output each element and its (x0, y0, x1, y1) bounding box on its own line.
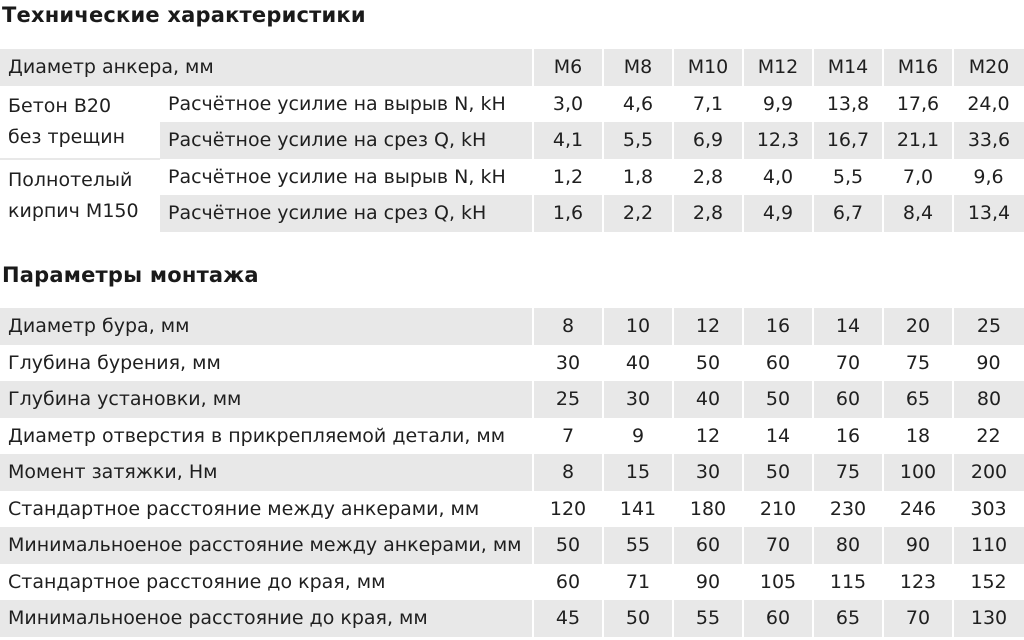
table-row (0, 454, 1024, 491)
table-row (0, 527, 1024, 564)
table-cell: 210 (759, 497, 797, 520)
table-cell: 5,5 (603, 122, 673, 159)
table-cell: 100 (883, 454, 953, 491)
table-cell: 2,8 (673, 195, 743, 232)
table-cell: 33,6 (953, 122, 1024, 159)
table-cell: 70 (835, 351, 861, 374)
row-label: Диаметр бура, мм (0, 308, 533, 345)
table-cell: 4,0 (762, 165, 794, 188)
table-cell: 75 (905, 351, 931, 374)
table-cell: 6,9 (673, 122, 743, 159)
table-cell: 200 (953, 454, 1024, 491)
row-label: Расчётное усилие на срез Q, kH (160, 122, 533, 159)
table-cell: 180 (689, 497, 727, 520)
table-cell: 18 (905, 424, 931, 447)
size-label: M10 (673, 49, 743, 86)
material-name-line: кирпич M150 (8, 199, 139, 222)
table-cell: 15 (603, 454, 673, 491)
table-cell: 50 (743, 454, 813, 491)
table-row (0, 308, 1024, 345)
table-cell: 2,8 (692, 165, 724, 188)
section-title-specs: Технические характеристики (2, 3, 366, 27)
mounting-table (0, 308, 1024, 637)
table-row (0, 345, 1024, 382)
table-cell: 16 (743, 308, 813, 345)
table-cell: 105 (759, 570, 797, 593)
table-cell: 1,8 (622, 165, 654, 188)
table-cell: 30 (555, 351, 581, 374)
table-cell: 14 (765, 424, 791, 447)
table-row (0, 564, 1024, 601)
row-label: Диаметр отверстия в прикрепляемой детали, мм (8, 424, 506, 447)
size-label: M12 (743, 49, 813, 86)
table-cell: 90 (883, 527, 953, 564)
table-cell: 9,6 (973, 165, 1004, 188)
table-cell: 303 (970, 497, 1007, 520)
table-cell: 30 (673, 454, 743, 491)
table-cell: 12 (673, 308, 743, 345)
material-group-name (0, 86, 160, 159)
row-label: Глубина установки, мм (0, 381, 533, 418)
material-name-line: Бетон B20 (8, 94, 112, 117)
specs-header-row (0, 49, 1024, 86)
table-cell: 110 (953, 527, 1024, 564)
table-cell: 7 (561, 424, 575, 447)
table-cell: 25 (953, 308, 1024, 345)
table-cell: 1,6 (533, 195, 603, 232)
table-cell: 7,1 (692, 92, 724, 115)
table-cell: 4,9 (743, 195, 813, 232)
table-cell: 71 (625, 570, 651, 593)
table-cell: 12,3 (743, 122, 813, 159)
table-cell: 21,1 (883, 122, 953, 159)
table-cell: 40 (625, 351, 651, 374)
row-label: Расчётное усилие на вырыв N, kH (168, 92, 506, 115)
table-cell: 9,9 (762, 92, 794, 115)
table-cell: 75 (813, 454, 883, 491)
table-cell: 50 (743, 381, 813, 418)
table-cell: 6,7 (813, 195, 883, 232)
row-label: Стандартное расстояние до края, мм (8, 570, 386, 593)
table-cell: 55 (603, 527, 673, 564)
row-label: Минимальноеное расстояние до края, мм (0, 600, 533, 637)
table-cell: 22 (976, 424, 1001, 447)
table-cell: 8 (533, 454, 603, 491)
table-cell: 9 (631, 424, 645, 447)
table-cell: 24,0 (967, 92, 1010, 115)
table-cell: 10 (603, 308, 673, 345)
table-cell: 13,8 (826, 92, 870, 115)
table-cell: 16,7 (813, 122, 883, 159)
table-cell: 20 (883, 308, 953, 345)
row-label: Минимальноеное расстояние между анкерами, мм (0, 527, 533, 564)
table-cell: 130 (953, 600, 1024, 637)
table-cell: 120 (549, 497, 587, 520)
table-cell: 45 (533, 600, 603, 637)
table-cell: 60 (765, 351, 791, 374)
table-cell: 70 (883, 600, 953, 637)
table-cell: 60 (673, 527, 743, 564)
table-cell: 65 (813, 600, 883, 637)
table-cell: 230 (829, 497, 867, 520)
table-cell: 90 (695, 570, 721, 593)
table-cell: 8 (533, 308, 603, 345)
size-label: M20 (953, 49, 1024, 86)
table-row (0, 381, 1024, 418)
table-cell: 80 (953, 381, 1024, 418)
row-label: Стандартное расстояние между анкерами, мм (8, 497, 480, 520)
table-cell: 55 (673, 600, 743, 637)
table-cell: 2,2 (603, 195, 673, 232)
table-cell: 4,6 (622, 92, 654, 115)
table-cell: 14 (813, 308, 883, 345)
table-cell: 60 (813, 381, 883, 418)
table-cell: 141 (619, 497, 657, 520)
table-cell: 4,1 (533, 122, 603, 159)
table-cell: 70 (743, 527, 813, 564)
row-label: Расчётное усилие на вырыв N, kH (168, 165, 506, 188)
table-row (0, 86, 1024, 123)
table-cell: 8,4 (883, 195, 953, 232)
material-name-line: Полнотелый (8, 168, 133, 191)
table-cell: 90 (976, 351, 1001, 374)
table-row (0, 418, 1024, 455)
table-row (0, 491, 1024, 528)
section-title-mounting: Параметры монтажа (2, 263, 259, 287)
table-cell: 12 (695, 424, 721, 447)
table-cell: 7,0 (902, 165, 934, 188)
table-cell: 50 (695, 351, 721, 374)
table-cell: 13,4 (953, 195, 1024, 232)
table-cell: 16 (835, 424, 861, 447)
material-name-line: без трещин (8, 125, 126, 148)
table-row (0, 159, 1024, 196)
material-group-name (0, 159, 160, 232)
row-label: Глубина бурения, мм (8, 351, 221, 374)
table-cell: 115 (829, 570, 867, 593)
table-cell: 5,5 (832, 165, 864, 188)
size-label: M16 (883, 49, 953, 86)
table-cell: 65 (883, 381, 953, 418)
table-cell: 3,0 (552, 92, 584, 115)
size-label: M6 (533, 49, 603, 86)
table-cell: 60 (555, 570, 581, 593)
table-cell: 80 (813, 527, 883, 564)
specs-table (0, 49, 1024, 232)
table-cell: 50 (533, 527, 603, 564)
table-cell: 40 (673, 381, 743, 418)
table-cell: 17,6 (896, 92, 940, 115)
table-cell: 60 (743, 600, 813, 637)
table-row (0, 600, 1024, 637)
table-cell: 50 (603, 600, 673, 637)
table-cell: 246 (899, 497, 937, 520)
table-cell: 152 (970, 570, 1007, 593)
table-cell: 25 (533, 381, 603, 418)
anchor-diameter-label: Диаметр анкера, мм (0, 49, 533, 86)
size-label: M8 (603, 49, 673, 86)
size-label: M14 (813, 49, 883, 86)
row-label: Расчётное усилие на срез Q, kH (160, 195, 533, 232)
table-cell: 123 (899, 570, 937, 593)
table-cell: 30 (603, 381, 673, 418)
row-label: Момент затяжки, Нм (0, 454, 533, 491)
table-cell: 1,2 (552, 165, 584, 188)
